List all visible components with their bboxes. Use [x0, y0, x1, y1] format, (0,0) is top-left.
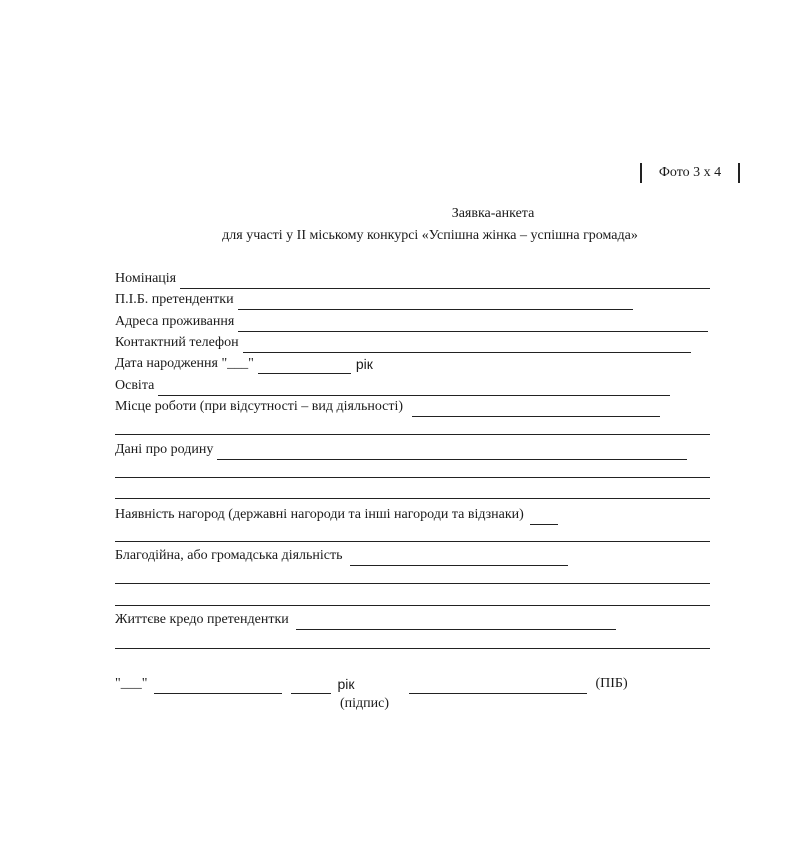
field-credo — [115, 610, 616, 630]
field-charity — [115, 546, 568, 566]
workplace-extra-line[interactable] — [115, 434, 710, 435]
awards-blank[interactable] — [530, 510, 558, 525]
charity-blank[interactable] — [350, 551, 568, 566]
address-blank[interactable] — [238, 317, 708, 332]
field-education — [115, 376, 670, 396]
charity-extra-line-1[interactable] — [115, 583, 710, 584]
awards-label: Наявність нагород (державні нагороди та інші нагороди та відзнаки) — [115, 507, 524, 522]
field-address — [115, 312, 708, 332]
family-extra-line-2[interactable] — [115, 498, 710, 499]
date-year-label: рік — [337, 676, 355, 692]
field-birth-date — [115, 354, 373, 374]
form-title: Заявка-анкета — [451, 206, 535, 221]
birth-date-label: Дата народження "___" — [115, 356, 254, 371]
workplace-blank[interactable] — [412, 402, 660, 417]
credo-label: Життєве кредо претендентки — [115, 612, 289, 627]
birth-year-label: рік — [355, 356, 373, 372]
family-extra-line-1[interactable] — [115, 477, 710, 478]
credo-extra-line[interactable] — [115, 648, 710, 649]
phone-label: Контактний телефон — [115, 335, 239, 350]
family-blank[interactable] — [217, 445, 687, 460]
name-label: (ПІБ) — [595, 676, 628, 691]
form-subtitle: для участі у ІІ міському конкурсі «Успішна жінка – успішна громада» — [222, 228, 638, 243]
charity-extra-line-2[interactable] — [115, 605, 710, 606]
field-full-name — [115, 290, 633, 310]
birth-date-blank[interactable] — [258, 359, 351, 374]
nomination-blank[interactable] — [180, 274, 710, 289]
phone-blank[interactable] — [243, 338, 691, 353]
field-workplace — [115, 397, 660, 417]
date-year-blank[interactable] — [291, 679, 331, 694]
workplace-label: Місце роботи (при відсутності – вид діяльності) — [115, 399, 404, 414]
education-blank[interactable] — [158, 381, 670, 396]
photo-box: Фото 3 х 4 — [640, 163, 740, 183]
field-awards — [115, 505, 558, 525]
credo-blank[interactable] — [296, 615, 616, 630]
education-label: Освіта — [115, 378, 155, 393]
date-month-blank[interactable] — [154, 679, 282, 694]
nomination-label: Номінація — [115, 271, 177, 286]
date-day: "___" — [115, 676, 148, 691]
field-nomination — [115, 269, 710, 289]
field-phone — [115, 333, 691, 353]
charity-label: Благодійна, або громадська діяльність — [115, 548, 343, 563]
address-label: Адреса проживання — [115, 314, 235, 329]
family-label: Дані про родину — [115, 442, 214, 457]
name-blank[interactable] — [409, 679, 587, 694]
field-family — [115, 440, 687, 460]
signature-row — [115, 674, 628, 694]
full-name-blank[interactable] — [238, 295, 633, 310]
signature-label: (підпис) — [340, 696, 390, 711]
full-name-label: П.І.Б. претендентки — [115, 292, 234, 307]
awards-extra-line[interactable] — [115, 541, 710, 542]
